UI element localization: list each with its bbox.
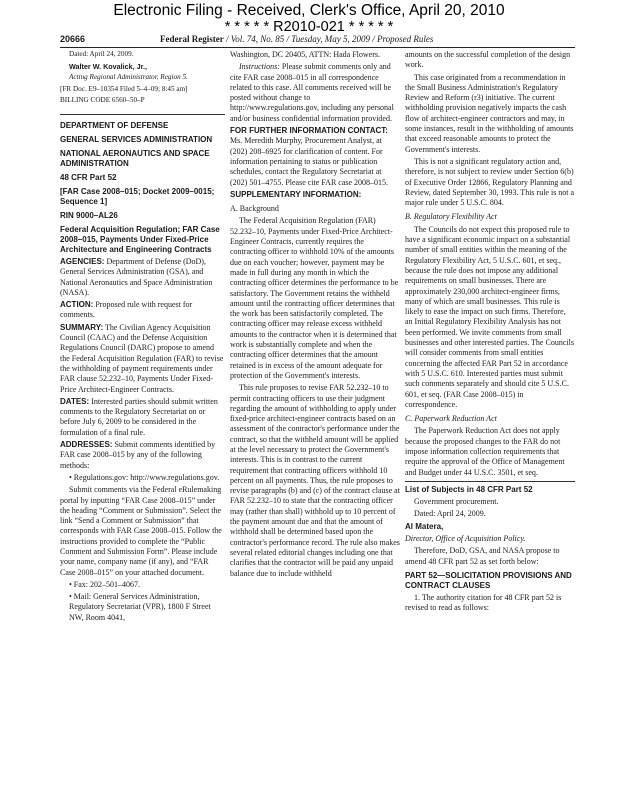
bullet-mail: • Mail: General Services Administration, Regulatory Secretariat (VPR), 1800 F Street NW, Room 4041, (69, 592, 211, 622)
column-3 (405, 50, 575, 616)
dates-para: DATES: Interested parties should submit written comments to the Regulatory Secretariat on or before July 6, 2009 to be considered in the formulation of a final rule. (60, 396, 218, 437)
supplementary-label: SUPPLEMENTARY INFORMATION: (230, 189, 362, 199)
summary-para: SUMMARY: The Civilian Agency Acquisition Council (CAAC) and the Defense Acquisition Regulations Council (DARC) propose to amend the Federal Acquisition Regulation (FAR) to revise the withholding of payment requirements under FAR clause 52.232–10, Payments Under Fixed-Price Architect-Engineer Contracts. (60, 322, 224, 394)
divider (405, 481, 575, 482)
agency-gsa: GENERAL SERVICES ADMINISTRATION (60, 134, 213, 144)
agency-nasa: NATIONAL AERONAUTICS AND SPACE ADMINISTRATION (60, 148, 210, 168)
sig-title: Acting Regional Administrator, Region 5. (69, 73, 188, 82)
background-heading: A. Background (230, 204, 279, 214)
background-para-1: The Federal Acquisition Regulation (FAR) 52.232–10, Payments under Fixed-Price Architect-Engineer Contracts, currently requires the contracting officer to withhold 10% of the amounts due on each voucher; however, payment may be made in full during any month in which the contracting officer determines the performance to be satisfactory. The Government retains the withheld amount until the contracting officer determines that the work has been satisfactorily completed. The contracting officer may release excess withheld amounts to the contractor when it is determined that work is substantially complete and when the contracting officer determines that the amount retained is in excess of the amount adequate for protection of the Government's interests. (230, 216, 399, 380)
therefore-para: Therefore, DoD, GSA, and NASA propose to amend 48 CFR part 52 as set forth below: (405, 546, 560, 566)
subjects-heading: List of Subjects in 48 CFR Part 52 (405, 484, 533, 494)
agency-dod: DEPARTMENT OF DEFENSE (60, 114, 225, 131)
action-para: ACTION: Proposed rule with request for comments. (60, 300, 193, 320)
sig-dated: Dated: April 24, 2009. (69, 50, 134, 58)
dated-line: Dated: April 24, 2009. (414, 509, 486, 519)
rfa-para: The Councils do not expect this proposed rule to have a significant economic impact on a substantial number of small entities within the meaning of the Regulatory Flexibility Act, 5 U.S.C. 601, et seq., because the rule does not impose any additional requirements on small businesses. There are approximately 230,000 architect-engineer firms, many of which are small businesses. This rule is likely to ease the impact on such firms. Therefore, an Initial Regulatory Flexibility Analysis has not been performed. We invite comments from small businesses and other interested parties. The Councils will consider comments from small entities concerning the affected FAR Part 52 in accordance with 5 U.S.C. 610. Interested parties must submit such comments separately and should cite 5 U.S.C. 601, et seq. (FAR Case 2008–015) in correspondence. (405, 224, 574, 409)
significance-para: This is not a significant regulatory action and, therefore, is not subject to review under Section 6(b) of Executive Order 12866, Regulatory Planning and Review, dated September 30, 1993. This rule is not a major rule under 5 U.S.C. 804. (405, 156, 575, 208)
instructions-para: Instructions: Please submit comments only and cite FAR case 2008–015 in all correspondence related to this case. All comments received will be posted without change to http://www.regulations.gov, including any personal and/or business confidential information provided. (230, 62, 394, 123)
header-title-journal: Federal Register (160, 34, 224, 44)
doc-title: Federal Acquisition Regulation; FAR Case 2008–015, Payments Under Fixed-Price Architecture and Engineering Contracts (60, 224, 220, 254)
submit-para: Submit comments via the Federal eRulemaking portal by inputting “FAR Case 2008–015” under the heading “Comment or Submission”. Select the link “Send a Comment or Submission” that corresponds with FAR Case 2008–015. Follow the instructions provided to complete the “Public Comment and Submission Form”. Please include your name, company name (if any), and “FAR Case 2008–015” on your attached document. (60, 485, 222, 577)
addresses-para: ADDRESSES: Submit comments identified by FAR case 2008–015 by any of the following methods: (60, 440, 216, 470)
contact-para: FOR FURTHER INFORMATION CONTACT: Ms. Meredith Murphy, Procurement Analyst, at (202) 208–6925 for clarification of content. For information pertaining to status or publication schedules, contact the Regulatory Secretariat at (202) 501–4755. Please cite FAR case 2008–015. (230, 126, 389, 187)
agencies-para: AGENCIES: Department of Defense (DoD), General Services Administration (GSA), and National Aeronautics and Space Administration (NASA). (60, 256, 213, 297)
fr-doc: [FR Doc. E9–10354 Filed 5–4–09; 8:45 am] (60, 84, 188, 93)
pra-para: The Paperwork Reduction Act does not apply because the proposed changes to the FAR do not impose information collection requirements that require the approval of the Office of Management and Budget under 44 U.S.C. 3501, et seq. (405, 426, 565, 477)
filing-stamp-line1: Electronic Filing - Received, Clerk's Office, April 20, 2010 (113, 2, 505, 19)
bullet-regulations: • Regulations.gov: http://www.regulations.gov. (69, 472, 220, 482)
continuation-para: amounts on the successful completion of the design work. (405, 50, 571, 70)
authority-para: 1. The authority citation for 48 CFR part 52 is revised to read as follows: (405, 592, 562, 613)
billing-code: BILLING CODE 6560–50–P (60, 96, 145, 105)
part-heading: PART 52—SOLICITATION PROVISIONS AND CONTRACT CLAUSES (405, 570, 572, 590)
pra-heading: C. Paperwork Reduction Act (405, 414, 497, 424)
cfr-part: 48 CFR Part 52 (60, 172, 117, 182)
address-cont: Washington, DC 20405, ATTN: Hada Flowers. (230, 50, 381, 59)
signer-title: Director, Office of Acquisition Policy. (405, 534, 526, 544)
subjects-item: Government procurement. (414, 497, 499, 507)
page-number: 20666 (60, 34, 86, 44)
case-docket: [FAR Case 2008–015; Docket 2009–0015; Sequence 1] (60, 186, 215, 206)
rfa-heading: B. Regulatory Flexibility Act (405, 212, 497, 222)
bullet-fax: • Fax: 202–501–4067. (69, 579, 141, 589)
rin: RIN 9000–AL26 (60, 210, 118, 220)
background-para-2: This rule proposes to revise FAR 52.232–10 to permit contracting officers to use their judgment regarding the amount of withholding to apply under fixed-price architect-engineer contracts based on an assessment of the contractor's performance under the contract, so that the withheld amount will be applied at the level necessary to protect the Government's interests. This is in contrast to the current requirement that contracting officers withhold 10 percent on all payments. Thus, the rule proposes to revise paragraphs (b) and (c) of the contract clause at FAR 52.232–10 to state that the contracting officer may (rather than shall) withhold up to 10 percent of the payment amount due and that the amount of withhold shall be determined based upon the contractor's performance record. The rule also makes several related editorial changes including one that clarifies that the contractor will be paid any unpaid balance due to include withheld (230, 383, 400, 578)
header-title (160, 33, 433, 46)
column-2 (230, 50, 400, 581)
signer-name: Al Matera, (405, 521, 444, 531)
sig-name: Walter W. Kovalick, Jr., (69, 61, 148, 71)
header-title-rest: / Vol. 74, No. 85 / Tuesday, May 5, 2009 / Proposed Rules (223, 34, 434, 44)
origin-para: This case originated from a recommendation in the Small Business Administration's Regulatory Review and Reform (r3) initiative. The current withholding provision negatively impacts the cash flow of architect-engineer contractors and may, in some instances, result in the withholding of amounts that exceed reasonable amounts to protect the Government's interests. (405, 72, 574, 154)
column-1 (60, 50, 225, 625)
filing-stamp-line2: * * * * * R2010-021 * * * * * (224, 19, 394, 35)
page-header (60, 33, 575, 48)
